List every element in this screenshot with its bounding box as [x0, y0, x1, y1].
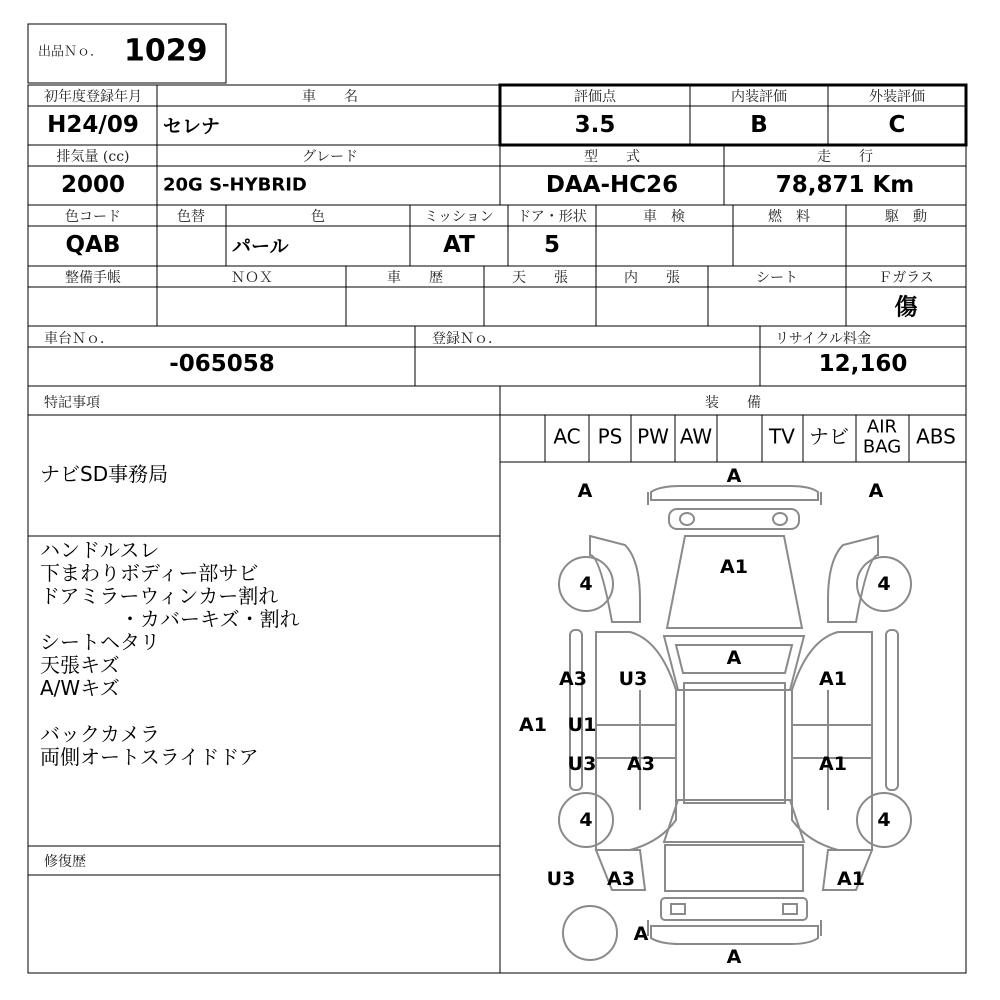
damage-right-door-upper: A1	[819, 668, 847, 690]
displacement-label: 排気量 (cc)	[56, 149, 130, 165]
color-code-value: QAB	[65, 232, 121, 258]
first-registration-value: H24/09	[47, 112, 139, 138]
special-notes-label: 特記事項	[44, 395, 100, 411]
nox-label: ＮＯＸ	[231, 270, 273, 286]
equipment-airbag-line1: AIR	[866, 416, 898, 438]
transmission-label: ミッション	[424, 209, 494, 225]
tire-rear-right: 4	[877, 809, 891, 831]
color-code-label: 色コード	[65, 209, 121, 225]
damage-front-right-corner: A	[868, 480, 884, 502]
equipment-aw: AW	[679, 424, 713, 449]
color-value: パール	[232, 235, 289, 258]
special-note-1: ナビSD事務局	[40, 462, 169, 486]
registration-no-label: 登録Ｎｏ．	[432, 331, 502, 347]
damage-front-bumper: A	[726, 465, 742, 487]
fuel-label: 燃 料	[768, 209, 810, 225]
interior-score-value: B	[750, 112, 768, 138]
equipment-pw: PW	[637, 424, 669, 449]
exterior-score-value: C	[888, 112, 906, 138]
lot-label: 出品Ｎｏ．	[38, 44, 104, 60]
damage-rear-right: A1	[837, 868, 865, 890]
damage-left-door-upper-u: U3	[618, 668, 648, 690]
damage-left-door-lower-a: A3	[627, 753, 655, 775]
front-glass-label: Ｆガラス	[878, 270, 934, 286]
mileage-value: 78,871 Km	[775, 172, 915, 198]
roof-label: 天 張	[512, 270, 568, 286]
interior-lining-label: 内 張	[624, 270, 680, 286]
lot-number: 1029	[124, 33, 208, 69]
equipment-navi: ナビ	[809, 424, 849, 449]
repair-history-label: 修復歴	[44, 854, 86, 870]
door-shape-value: 5	[543, 232, 561, 258]
car-name-value: セレナ	[163, 115, 221, 138]
damage-rear-left-a: A3	[607, 868, 635, 890]
damage-left-side-a: A1	[519, 714, 547, 736]
chassis-no-label: 車台Ｎｏ．	[44, 331, 114, 347]
model-code-label: 型 式	[584, 149, 640, 165]
history-label: 車 歴	[387, 270, 443, 286]
damage-left-door-upper-a: A3	[559, 668, 587, 690]
damage-rear-bumper: A	[726, 946, 742, 968]
color-label: 色	[311, 209, 325, 225]
equipment-ps: PS	[597, 424, 623, 449]
special-note-2: ハンドルスレ 下まわりボディー部サビ ドアミラーウィンカー割れ ・カバーキズ・割れ シートヘタリ 天張キズ A/Wキズ バックカメラ 両側オートスライドドア	[40, 538, 300, 769]
recycle-fee-label: リサイクル料金	[775, 331, 872, 347]
transmission-value: AT	[443, 232, 475, 258]
car-name-label: 車 名	[302, 89, 358, 105]
seat-label: シート	[756, 270, 798, 286]
grade-value: 20G S-HYBRID	[163, 174, 307, 196]
recycle-fee-value: 12,160	[818, 351, 908, 377]
interior-score-label: 内装評価	[731, 89, 787, 105]
damage-right-door-lower: A1	[819, 753, 847, 775]
model-code-value: DAA-HC26	[545, 172, 679, 198]
equipment-ac: AC	[553, 424, 581, 449]
chassis-no-value: -065058	[169, 351, 275, 377]
tire-front-right: 4	[877, 573, 891, 595]
damage-roof-front: A	[726, 647, 742, 669]
damage-rear-spare: A	[633, 923, 649, 945]
first-registration-label: 初年度登録年月	[44, 89, 142, 105]
maintenance-book-label: 整備手帳	[65, 270, 121, 286]
displacement-value: 2000	[60, 172, 126, 198]
exterior-score-label: 外装評価	[869, 89, 925, 105]
damage-left-side-u: U1	[567, 714, 597, 736]
front-glass-value: 傷	[894, 293, 918, 321]
damage-hood: A1	[720, 556, 748, 578]
equipment-abs: ABS	[916, 424, 956, 449]
damage-left-door-lower-u: U3	[567, 753, 597, 775]
grade-label: グレード	[302, 149, 358, 165]
equipment-label: 装 備	[705, 395, 761, 411]
score-value: 3.5	[574, 112, 616, 138]
inspection-label: 車 検	[643, 209, 685, 225]
drive-label: 駆 動	[885, 209, 927, 225]
damage-front-left-corner: A	[577, 480, 593, 502]
tire-front-left: 4	[579, 573, 593, 595]
damage-rear-left-u: U3	[546, 868, 576, 890]
score-label: 評価点	[574, 89, 616, 105]
tire-rear-left: 4	[579, 809, 593, 831]
equipment-airbag-line2: BAG	[862, 436, 902, 458]
equipment-tv: TV	[769, 424, 795, 449]
mileage-label: 走 行	[817, 149, 873, 165]
color-change-label: 色替	[177, 209, 205, 225]
door-shape-label: ドア・形状	[517, 209, 587, 225]
